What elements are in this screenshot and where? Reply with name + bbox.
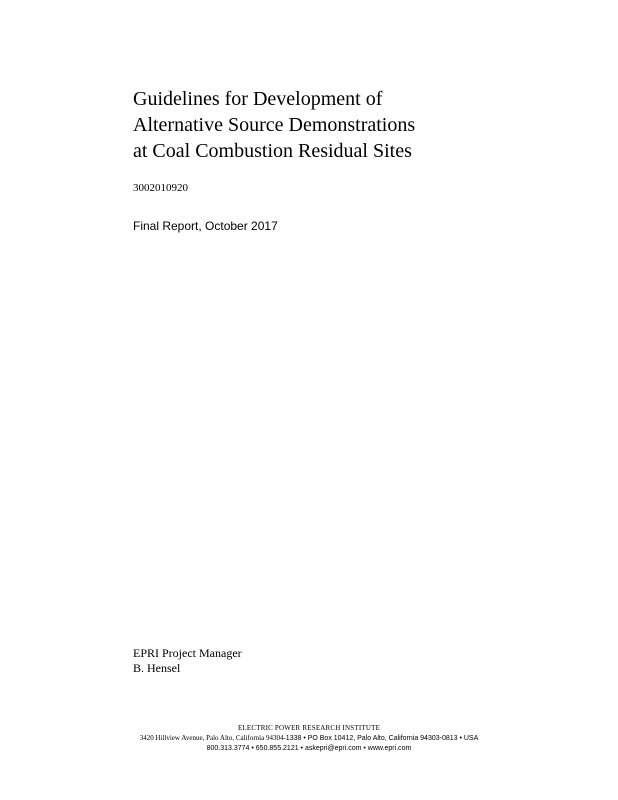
footer-address-part1: 3420 Hillview Avenue, Palo Alto, California 94304- <box>139 734 286 742</box>
footer-address <box>0 733 618 744</box>
footer-organization: ELECTRIC POWER RESEARCH INSTITUTE <box>237 724 381 732</box>
report-date: Final Report, October 2017 <box>133 219 278 233</box>
title-line-2: Alternative Source Demonstrations <box>133 114 416 136</box>
project-manager-block <box>133 646 242 676</box>
footer-address-part2: 1338 • PO Box 10412, Palo Alto, California 94303-0813 • USA <box>285 735 479 742</box>
page-footer <box>0 724 618 754</box>
project-manager-role: EPRI Project Manager <box>133 646 242 660</box>
report-title <box>133 86 573 164</box>
project-manager-name: B. Hensel <box>133 661 181 675</box>
report-number: 3002010920 <box>133 182 188 194</box>
footer-contact: 800.313.3774 • 650.855.2121 • askepri@epri.com • www.epri.com <box>206 745 412 752</box>
title-line-3: at Coal Combustion Residual Sites <box>133 140 412 162</box>
title-line-1: Guidelines for Development of <box>133 88 383 110</box>
